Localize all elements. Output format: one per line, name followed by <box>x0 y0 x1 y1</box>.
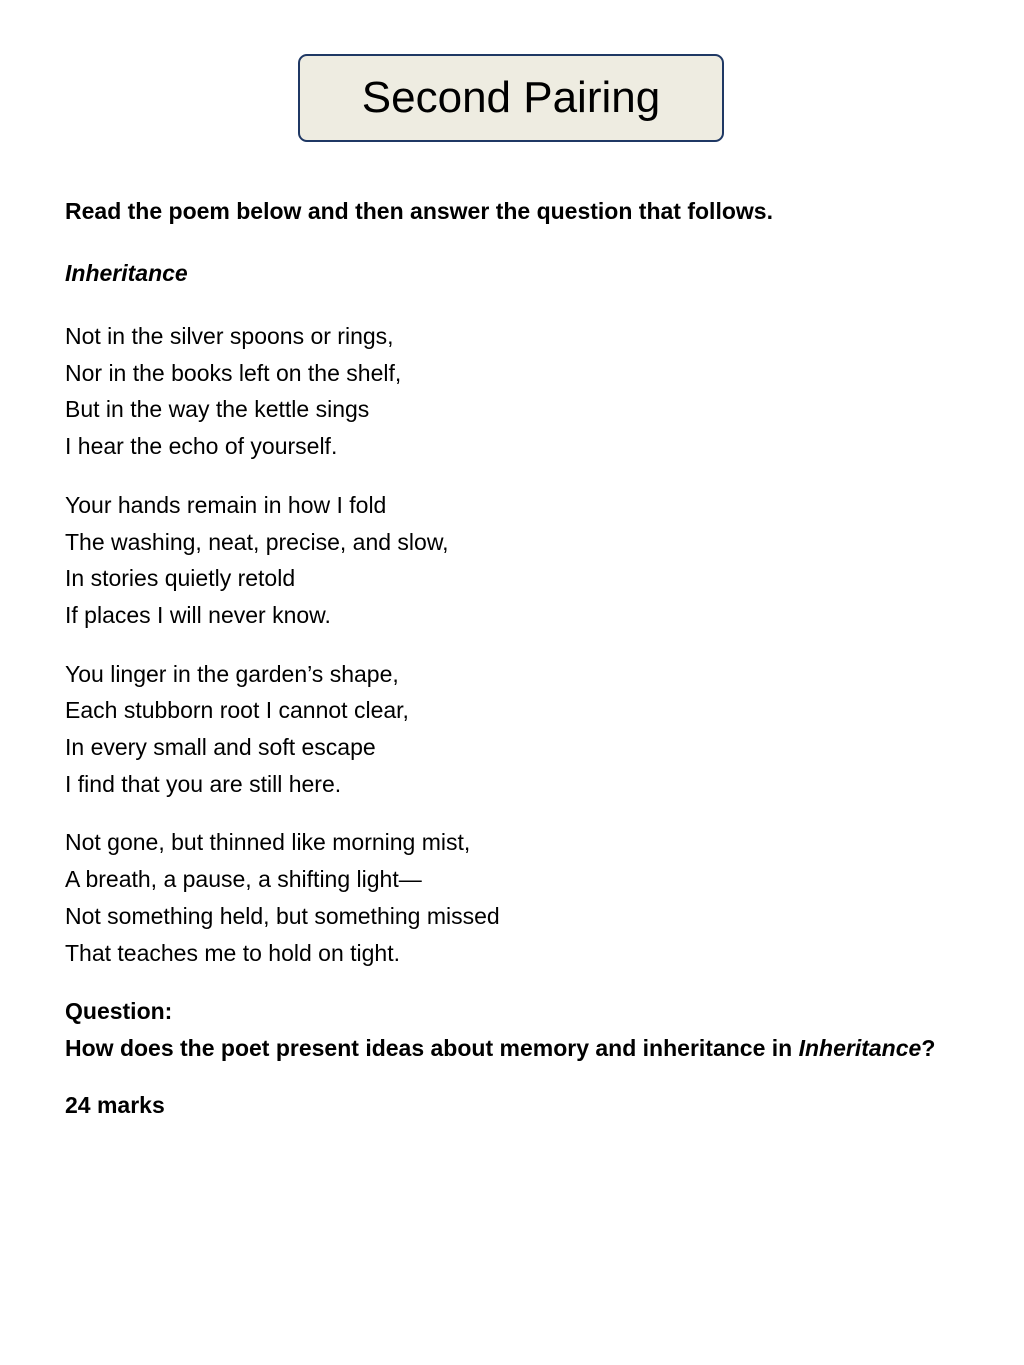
poem-stanza-4 <box>65 824 985 971</box>
poem-line: Not in the silver spoons or rings, <box>65 323 394 349</box>
question-text-end: ? <box>921 1034 936 1061</box>
poem-line: Not something held, but something missed <box>65 902 500 929</box>
page-title: Second Pairing <box>361 73 661 122</box>
poem-line: That teaches me to hold on tight. <box>65 939 400 966</box>
document-body <box>65 196 985 1120</box>
question-label: Question: <box>65 998 173 1025</box>
poem-stanza-3 <box>65 656 985 803</box>
poem-stanza-1 <box>65 318 985 465</box>
question-text-start: How does the poet present ideas about memory and inheritance in <box>65 1034 799 1061</box>
poem-line: But in the way the kettle sings <box>65 396 370 423</box>
poem-line: In every small and soft escape <box>65 734 376 761</box>
poem-line: You linger in the garden’s shape, <box>65 660 399 687</box>
poem-line: Not gone, but thinned like morning mist, <box>65 829 471 856</box>
instruction-text: Read the poem below and then answer the question that follows. <box>65 198 773 224</box>
poem-line: Your hands remain in how I fold <box>65 491 387 518</box>
title-box <box>298 54 724 142</box>
poem-line: Nor in the books left on the shelf, <box>65 359 402 386</box>
marks-label: 24 marks <box>65 1091 165 1118</box>
question-block <box>65 993 985 1066</box>
poem-line: In stories quietly retold <box>65 565 296 592</box>
question-poem-title: Inheritance <box>798 1034 922 1061</box>
question-text <box>65 1030 985 1067</box>
poem-line: The washing, neat, precise, and slow, <box>65 528 449 555</box>
poem-stanza-2 <box>65 487 985 634</box>
poem-line: A breath, a pause, a shifting light— <box>65 866 422 893</box>
poem-line: Each stubborn root I cannot clear, <box>65 697 409 724</box>
poem-title: Inheritance <box>65 260 188 286</box>
poem-line: I find that you are still here. <box>65 770 342 797</box>
poem-line: I hear the echo of yourself. <box>65 433 338 460</box>
poem-line: If places I will never know. <box>65 601 331 628</box>
